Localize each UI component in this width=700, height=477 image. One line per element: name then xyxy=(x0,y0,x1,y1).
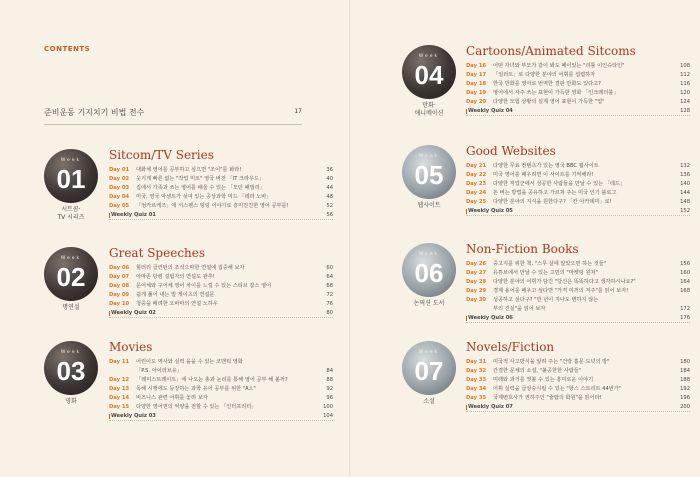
entry-page: 136 xyxy=(680,172,690,178)
quiz-page: 176 xyxy=(680,315,690,321)
quiz-page: 104 xyxy=(323,413,333,419)
week-label: Week xyxy=(418,154,440,159)
tag-line: 논픽션 도서 xyxy=(413,300,445,307)
toc-entry[interactable] xyxy=(466,162,690,171)
day-label: Day 03 xyxy=(109,185,130,191)
section-title: Good Websites xyxy=(466,144,556,158)
day-label: Day 09 xyxy=(109,292,130,298)
toc-entry[interactable] xyxy=(466,296,690,305)
entry-list xyxy=(109,264,333,318)
prep-page: 17 xyxy=(294,108,302,115)
entry-page: 144 xyxy=(680,190,690,196)
section-title: Movies xyxy=(109,340,153,354)
quiz-page: 128 xyxy=(680,108,690,114)
entry-page: 76 xyxy=(326,301,333,307)
entry-title: 「일러트」로 다양한 분야의 어휘를 섭렵하자 xyxy=(493,72,596,78)
week-badge xyxy=(402,145,456,199)
entry-title: 「엉카르케즈」에 서스펜스 팅팅 이야기로 흥미진진한 영어 공부를! xyxy=(136,203,289,209)
quiz-page: 56 xyxy=(326,212,333,218)
toc-entry[interactable] xyxy=(109,291,333,300)
week-badge xyxy=(402,243,456,297)
toc-entry[interactable] xyxy=(109,166,333,175)
day-label: Day 21 xyxy=(466,163,487,169)
toc-entry[interactable] xyxy=(466,189,690,198)
week-number: 04 xyxy=(414,60,444,90)
entry-title: 문어체와 구어체 영어 차이를 느낄 수 있는 스티브 잡스 영어 xyxy=(136,283,272,289)
entry-page: 64 xyxy=(326,274,333,280)
entry-page: 48 xyxy=(326,194,333,200)
entry-title: 어휘 실력을 급상승시킬 수 있는 "항스 스토리트 44번가" xyxy=(493,386,622,392)
week-category-tag xyxy=(406,102,452,118)
day-label: Day 20 xyxy=(466,99,487,105)
entry-page: 100 xyxy=(323,404,333,410)
entry-page: 72 xyxy=(326,292,333,298)
week-label: Week xyxy=(60,350,82,355)
day-label: Day 23 xyxy=(466,181,487,187)
day-label: Day 10 xyxy=(109,301,130,307)
weekly-quiz-entry[interactable] xyxy=(466,107,690,116)
toc-entry[interactable] xyxy=(466,394,690,403)
entry-page: 112 xyxy=(680,72,690,78)
tag-line: 영화 xyxy=(65,398,77,405)
week-category-tag xyxy=(48,304,94,312)
toc-entry[interactable] xyxy=(109,282,333,291)
week-number: 06 xyxy=(414,258,444,288)
day-label: Day 04 xyxy=(109,194,130,200)
entry-page: 116 xyxy=(680,81,690,87)
day-label: Day 14 xyxy=(109,395,130,401)
toc-entry[interactable] xyxy=(466,269,690,278)
entry-title: 독해 시행에도 등장하는 과학 유어 공부를 위한 "A.I." xyxy=(136,386,256,392)
quiz-label: Weekly Quiz 07 xyxy=(468,404,513,410)
entry-page: 92 xyxy=(326,386,333,392)
prep-entry[interactable] xyxy=(44,107,302,119)
entry-page: 132 xyxy=(680,163,690,169)
tag-line: 애니메이션 xyxy=(414,110,444,117)
entry-page: 60 xyxy=(326,265,333,271)
weekly-quiz-entry[interactable] xyxy=(466,403,690,412)
prep-label: 준비운동 기지치기 비법 전수 xyxy=(44,108,145,117)
quiz-divider xyxy=(466,215,690,216)
day-label: Day 15 xyxy=(109,404,130,410)
entry-title: 미국적 사고방식을 알려 주는 "건랑 훌문 도넛의 방" xyxy=(493,359,610,365)
toc-entry[interactable] xyxy=(466,62,690,71)
week-category-tag xyxy=(406,398,452,406)
section-title: Novels/Fiction xyxy=(466,340,555,354)
tag-line: 소설 xyxy=(423,398,435,405)
entry-page: 156 xyxy=(680,261,690,267)
entry-title: 다양한 영어권의 억양을 전할 수 있는 「인터프리터」 xyxy=(136,404,257,410)
week-number: 01 xyxy=(56,164,86,194)
entry-list xyxy=(109,166,333,220)
entry-page: 140 xyxy=(680,181,690,187)
entry-page: 148 xyxy=(680,199,690,205)
entry-list xyxy=(466,62,690,116)
day-label: Day 19 xyxy=(466,90,487,96)
toc-entry[interactable] xyxy=(109,175,333,184)
section-title: Great Speeches xyxy=(109,246,206,260)
quiz-divider xyxy=(109,420,333,421)
entry-page: 124 xyxy=(680,99,690,105)
week-label: Week xyxy=(60,158,82,163)
section-title: Cartoons/Animated Sitcoms xyxy=(466,44,636,58)
entry-title: 유튜브에서 만날 수 있는 고민의 "마켓팅 원쳐" xyxy=(493,270,598,276)
entry-title: 집에서 가족과 쓰는 영어를 배울 수 있는 「모던 패밀리」 xyxy=(136,185,265,191)
week-label: Week xyxy=(60,256,82,261)
day-label: Day 27 xyxy=(466,270,487,276)
entry-page: 184 xyxy=(680,368,690,374)
entry-title: 「P.S. 아이러브유」 xyxy=(136,368,182,374)
entry-title: 경제 용어를 배우고 싶다면 "가격 미끼의 저주"를 읽어 보자! xyxy=(493,288,629,294)
quiz-divider xyxy=(466,322,690,323)
entry-title: 힐러리 클린턴의 조석으막한 연설에 집중해 보자 xyxy=(136,265,245,271)
day-label: Day 16 xyxy=(466,63,487,69)
quiz-label: Weekly Quiz 03 xyxy=(111,413,156,419)
quiz-label: Weekly Quiz 01 xyxy=(111,212,156,218)
week-category-tag xyxy=(406,300,452,308)
toc-entry[interactable] xyxy=(109,385,333,394)
tag-line: 웹사이트 xyxy=(417,202,441,209)
quiz-divider xyxy=(466,411,690,412)
toc-entry[interactable] xyxy=(466,171,690,180)
entry-title: 국제변호사가 권하주인 "줄랍의 화원"을 읽어라! xyxy=(493,395,602,401)
day-label: Day 18 xyxy=(466,81,487,87)
tag-line: 명연설 xyxy=(62,304,80,311)
entry-title: 비즈니스 관련 어휘를 놓려 보자 xyxy=(136,395,208,401)
entry-title: 다양한 분야의 지식을 원한다구? 「칸 아카데미」로! xyxy=(493,199,612,205)
section-title: Sitcom/TV Series xyxy=(109,148,214,162)
quiz-divider xyxy=(466,115,690,116)
toc-entry[interactable] xyxy=(109,300,333,309)
right-page xyxy=(350,0,700,477)
entry-page: 52 xyxy=(326,203,333,209)
weekly-quiz-entry[interactable] xyxy=(109,412,333,421)
weekly-quiz-entry[interactable] xyxy=(466,207,690,216)
day-label: Day 17 xyxy=(466,72,487,78)
entry-page: 180 xyxy=(680,359,690,365)
day-label: Day 07 xyxy=(109,274,130,280)
toc-entry[interactable] xyxy=(466,358,690,367)
toc-entry[interactable] xyxy=(109,202,333,211)
toc-entry[interactable] xyxy=(466,385,690,394)
contents-heading: CONTENTS xyxy=(44,45,91,53)
day-label: Day 13 xyxy=(109,386,130,392)
entry-title: 돈 버는 방법을 공유하고 가르쳐 주는 미국 인기 블로그 xyxy=(493,190,617,196)
entry-title: 「레미스트레이트」에 나오는 총과 논리를 통해 영어 공부 해 볼까? xyxy=(136,377,288,383)
week-category-tag xyxy=(48,206,94,222)
quiz-page: 152 xyxy=(680,208,690,214)
day-label: Day 28 xyxy=(466,279,487,285)
entry-page: 192 xyxy=(680,386,690,392)
toc-entry[interactable] xyxy=(466,305,690,314)
toc-entry[interactable] xyxy=(466,376,690,385)
quiz-label: Weekly Quiz 05 xyxy=(468,208,513,214)
toc-entry[interactable] xyxy=(466,287,690,296)
toc-entry[interactable] xyxy=(466,198,690,207)
entry-title: 어린이도 역사와 실력 을을 수 있는 코맨틱 영화 xyxy=(136,359,243,365)
toc-entry[interactable] xyxy=(466,80,690,89)
day-label: Day 30 xyxy=(466,297,487,303)
week-badge xyxy=(402,45,456,99)
day-label: Day 24 xyxy=(466,190,487,196)
entry-title: 한국 만화를 영어로 번역한 결판 만화도 있다고? xyxy=(493,81,601,87)
toc-entry[interactable] xyxy=(466,278,690,287)
day-label: Day 12 xyxy=(109,377,130,383)
entry-title: 부의 진실"을 읽어 보자 xyxy=(493,306,546,312)
quiz-page: 200 xyxy=(680,404,690,410)
week-category-tag xyxy=(406,202,452,210)
tag-line: 만화· xyxy=(422,102,436,109)
day-label: Day 06 xyxy=(109,265,130,271)
day-label: Day 35 xyxy=(466,395,487,401)
weekly-quiz-entry[interactable] xyxy=(466,314,690,323)
week-number: 03 xyxy=(56,356,86,386)
quiz-label: Weekly Quiz 04 xyxy=(468,108,513,114)
day-label: Day 02 xyxy=(109,176,130,182)
toc-entry[interactable] xyxy=(109,403,333,412)
day-label: Day 34 xyxy=(466,386,487,392)
entry-page: 88 xyxy=(326,377,333,383)
week-label: Week xyxy=(418,350,440,355)
week-label: Week xyxy=(418,252,440,257)
entry-list xyxy=(466,260,690,323)
weekly-quiz-entry[interactable] xyxy=(109,309,333,318)
entry-page: 108 xyxy=(680,63,690,69)
entry-page: 68 xyxy=(326,283,333,289)
entry-title: 간결한 문체의 소설, "붙공한한 사람들" xyxy=(493,368,582,374)
entry-page: 188 xyxy=(680,377,690,383)
entry-page: 168 xyxy=(680,288,690,294)
week-badge xyxy=(44,341,98,395)
entry-page: 96 xyxy=(326,395,333,401)
quiz-label: Weekly Quiz 02 xyxy=(111,310,156,316)
toc-entry[interactable] xyxy=(109,264,333,273)
quiz-divider xyxy=(109,219,333,220)
entry-title: 다양한 분야의 어휘가 담긴 "당신은 똑똑하다고 생각하시나요?" xyxy=(493,279,636,285)
entry-title: 다양한 무료 컨텐츠가 있는 영국 BBC 웹사이트 xyxy=(493,163,599,169)
entry-page: 196 xyxy=(680,395,690,401)
week-badge xyxy=(402,341,456,395)
day-label: Day 33 xyxy=(466,377,487,383)
entry-list xyxy=(109,358,333,421)
section-title: Non-Fiction Books xyxy=(466,242,579,256)
entry-page: 172 xyxy=(680,306,690,312)
day-label: Day 01 xyxy=(109,167,130,173)
toc-entry[interactable] xyxy=(109,376,333,385)
week-label: Week xyxy=(418,54,440,59)
entry-list xyxy=(466,162,690,216)
entry-page: 44 xyxy=(326,185,333,191)
day-label: Day 29 xyxy=(466,288,487,294)
week-category-tag xyxy=(48,398,94,406)
toc-entry[interactable] xyxy=(109,394,333,403)
toc-entry[interactable] xyxy=(466,367,690,376)
toc-entry[interactable] xyxy=(109,193,333,202)
week-number: 05 xyxy=(414,160,444,190)
day-label: Day 31 xyxy=(466,359,487,365)
day-label: Day 32 xyxy=(466,368,487,374)
day-label: Day 08 xyxy=(109,283,130,289)
quiz-divider xyxy=(109,317,333,318)
week-badge xyxy=(44,149,98,203)
divider xyxy=(44,124,302,125)
toc-entry[interactable] xyxy=(466,98,690,107)
entry-title: 영어에서 자주 쓰는 표현이 가득한 영화 「인크레더블」 xyxy=(493,90,619,96)
entry-page: 120 xyxy=(680,90,690,96)
day-label: Day 25 xyxy=(466,199,487,205)
entry-page: 164 xyxy=(680,279,690,285)
entry-page: 40 xyxy=(326,176,333,182)
toc-entry[interactable] xyxy=(109,184,333,193)
entry-title: 쉽게 풀어 내는 빌 게이츠의 연설문 xyxy=(136,292,215,298)
toc-entry[interactable] xyxy=(466,180,690,189)
entry-title: 대화체 영어를 공부하고 싶으면 "조이"를 봐라! xyxy=(136,167,242,173)
entry-title: 성공하고 싶다구? "만 년이 지나도 변하지 않는 xyxy=(493,297,599,303)
entry-title: 웃기게 빠른 없는 "작업 미트" 영국 버전 「IT 크라우드」 xyxy=(136,176,265,182)
day-label: Day 11 xyxy=(109,359,130,365)
quiz-label: Weekly Quiz 06 xyxy=(468,315,513,321)
entry-title: 청중을 배려한 오바마의 연설 노하우 xyxy=(136,301,218,307)
week-number: 02 xyxy=(56,262,86,292)
entry-title: 아마존 당컴 설립자의 연설도 관추! xyxy=(136,274,215,280)
entry-title: 다양한 직업군에서 성공한 사람들을 만날 수 있는 「테드」 xyxy=(493,181,626,187)
toc-entry[interactable] xyxy=(466,71,690,80)
tag-line: TV 시리즈 xyxy=(57,214,85,221)
week-badge xyxy=(44,247,98,301)
quiz-page: 80 xyxy=(326,310,333,316)
day-label: Day 05 xyxy=(109,203,130,209)
entry-title: 미래와 과거를 엿볼 수 있는 흥미로운 이야기 xyxy=(493,377,594,383)
toc-entry[interactable] xyxy=(466,89,690,98)
tag-line: 시트콤· xyxy=(61,206,81,213)
entry-page: 160 xyxy=(680,270,690,276)
toc-entry[interactable] xyxy=(109,273,333,282)
toc-entry[interactable] xyxy=(466,260,690,269)
entry-title: 미국, 영국 악센트가 섞여 있는 공상과학 미드 「테라 노바」 xyxy=(136,194,272,200)
toc-entry[interactable] xyxy=(109,358,333,367)
entry-page: 84 xyxy=(326,368,333,374)
entry-title: 다양한 모험 상황의 실제 영어 표현이 가득한 "업" xyxy=(493,99,605,105)
entry-title: 어떤 자녀와 부모가 같이 봐도 페이있는 "리틀 이인슈타인" xyxy=(493,63,625,69)
day-label: Day 22 xyxy=(466,172,487,178)
entry-list xyxy=(466,358,690,412)
entry-title: 중고지를 위한 책, "스무 살에 알았으면 하는 것들" xyxy=(493,261,607,267)
toc-entry[interactable] xyxy=(109,367,333,376)
weekly-quiz-entry[interactable] xyxy=(109,211,333,220)
entry-page: 36 xyxy=(326,167,333,173)
entry-title: 미국 영어를 배우려면 이 사이트를 기억해라! xyxy=(493,172,594,178)
day-label: Day 26 xyxy=(466,261,487,267)
week-number: 07 xyxy=(414,356,444,386)
